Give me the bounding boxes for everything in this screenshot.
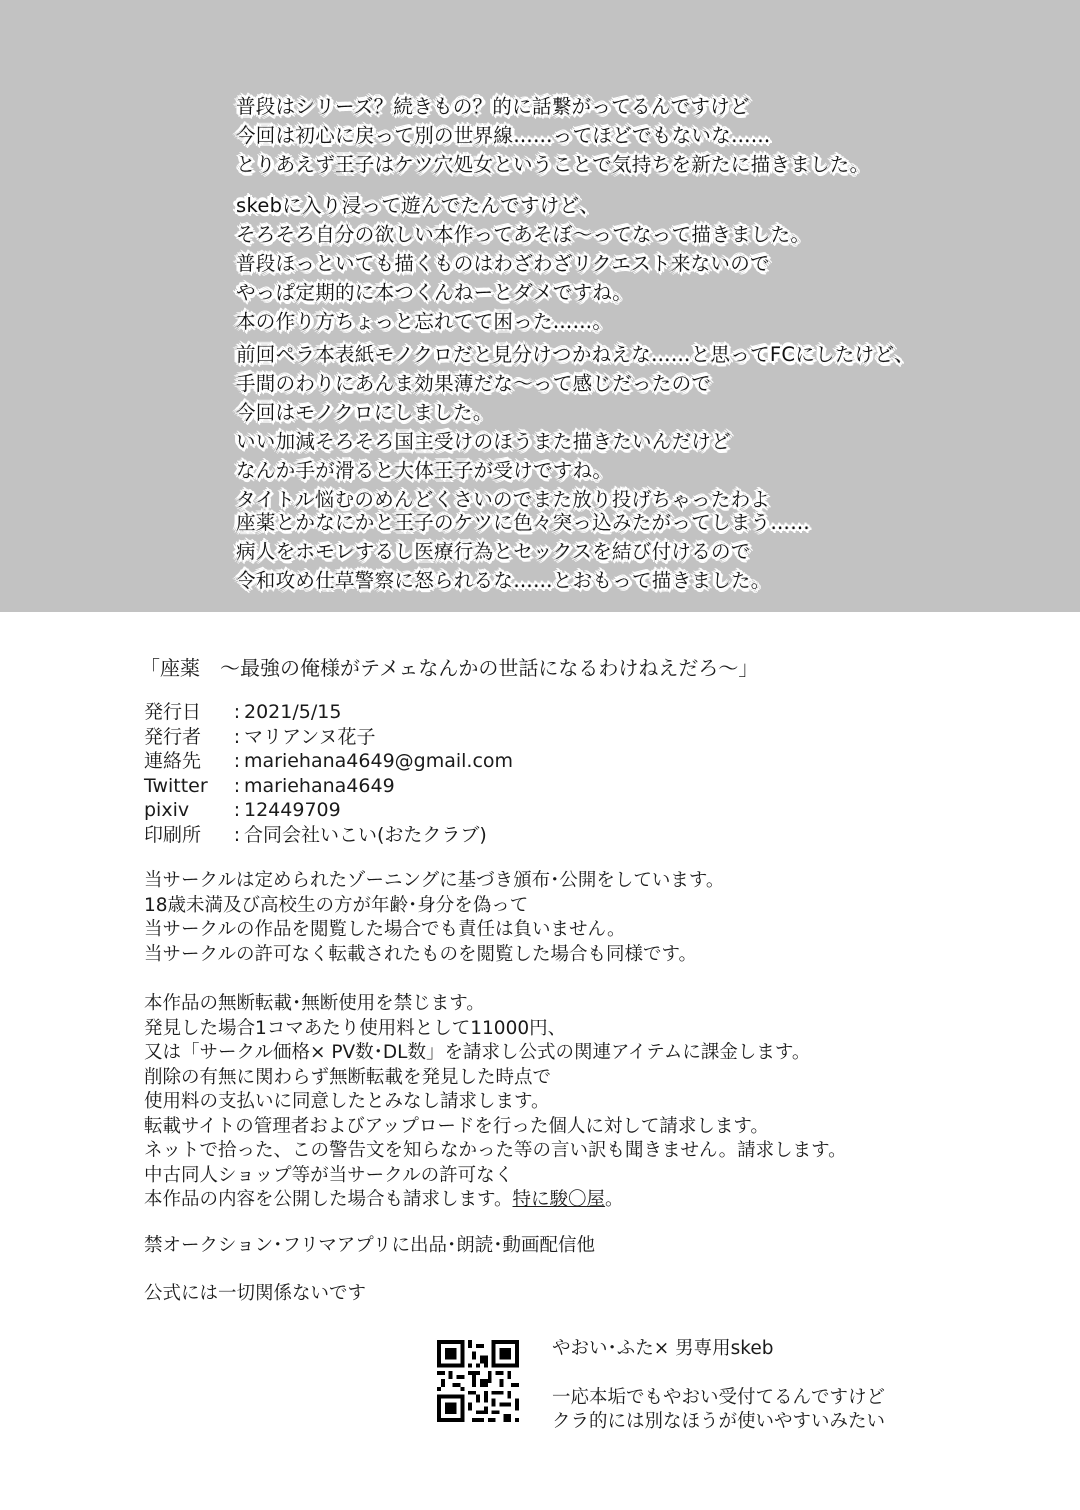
info-separator: : bbox=[233, 799, 241, 821]
info-value: マリアンヌ花子 bbox=[244, 725, 376, 748]
afterword-line: 前回ペラ本表紙モノクロだと見分けつかねえな……と思ってFCにしたけど、 bbox=[236, 343, 915, 366]
afterword-paragraph-3 bbox=[236, 340, 914, 514]
afterword-line: 今回はモノクロにしました。 bbox=[236, 401, 493, 424]
afterword-line: 手間のわりにあんま効果薄だな～って感じだったので bbox=[236, 372, 712, 395]
afterword-line: 令和攻め仕草警察に怒られるな……とおもって描きました。 bbox=[236, 569, 771, 592]
afterword-line: そろそろ自分の欲しい本作ってあそぼ～ってなって描きました。 bbox=[236, 223, 811, 246]
publication-info bbox=[144, 700, 513, 847]
notice-text: 本作品の内容を公開した場合も請求します。 bbox=[144, 1189, 513, 1210]
notice-line: 当サークルの許可なく転載されたものを閲覧した場合も同様です。 bbox=[144, 943, 697, 965]
info-value: mariehana4649 bbox=[244, 774, 395, 797]
auction-notice bbox=[144, 1234, 595, 1259]
info-separator: : bbox=[233, 725, 241, 748]
afterword-paragraph-4 bbox=[236, 508, 810, 595]
notice-line: ネットで拾った、この警告文を知らなかった等の言い訳も聞きません。請求します。 bbox=[144, 1140, 847, 1161]
info-value: 合同会社いこい(おたクラブ) bbox=[244, 823, 487, 846]
afterword-line: タイトル悩むのめんどくさいのでまた放り投げちゃったわよ bbox=[236, 488, 771, 511]
book-title: 「座薬 ～最強の俺様がテメェなんかの世話になるわけねえだろ～」 bbox=[140, 656, 759, 680]
copyright-notice bbox=[144, 992, 847, 1213]
afterword-line: 普段はシリーズ？続きもの？的に話繋がってるんですけど bbox=[236, 95, 750, 118]
info-row-pixiv bbox=[144, 798, 513, 823]
info-label: 印刷所 bbox=[144, 823, 202, 846]
skeb-heading: やおい･ふた× 男専用skeb bbox=[552, 1338, 774, 1359]
afterword-line: とりあえず王子はケツ穴処女ということで気持ちを新たに描きました。 bbox=[236, 153, 870, 176]
info-separator: : bbox=[233, 750, 241, 772]
info-label: 発行日 bbox=[144, 701, 202, 723]
info-row-twitter bbox=[144, 774, 513, 799]
notice-line: 使用料の支払いに同意したとみなし請求します。 bbox=[144, 1091, 550, 1112]
zoning-notice bbox=[144, 869, 724, 967]
notice-line: 本作品の無断転載･無断使用を禁じます。 bbox=[144, 993, 485, 1014]
skeb-note-line: 一応本垢でもやおい受付てるんですけど bbox=[552, 1386, 886, 1408]
info-row-contact bbox=[144, 749, 513, 774]
info-label: 連絡先 bbox=[144, 750, 202, 772]
afterword-line: 本の作り方ちょっと忘れてて困った……。 bbox=[236, 310, 613, 333]
afterword-line: 座薬とかなにかと王子のケツに色々突っ込みたがってしまう…… bbox=[236, 511, 811, 534]
notice-line: 当サークルは定められたゾーニングに基づき頒布･公開をしています。 bbox=[144, 870, 725, 891]
underlined-shop-name: 特に駿〇屋 bbox=[512, 1189, 606, 1210]
info-separator: : bbox=[233, 774, 241, 797]
afterword-section bbox=[0, 0, 1080, 612]
notice-line: 又は「サークル価格× PV数･DL数」を請求し公式の関連アイテムに課金します。 bbox=[144, 1042, 811, 1063]
info-label: Twitter bbox=[144, 774, 208, 797]
afterword-paragraph-1 bbox=[236, 92, 869, 179]
info-value: mariehana4649@gmail.com bbox=[244, 750, 514, 772]
info-row-publisher bbox=[144, 725, 513, 750]
notice-line: 転載サイトの管理者およびアップロードを行った個人に対して請求します。 bbox=[144, 1115, 769, 1137]
notice-line: 発見した場合1コマあたり使用料として11000円、 bbox=[144, 1017, 567, 1039]
afterword-line: skebに入り浸って遊んでたんですけど、 bbox=[236, 194, 600, 217]
notice-line bbox=[144, 1188, 847, 1213]
afterword-line: 今回は初心に戻って別の世界線……ってほどでもないな…… bbox=[236, 124, 771, 147]
info-row-date bbox=[144, 700, 513, 725]
info-value: 2021/5/15 bbox=[244, 701, 342, 723]
colophon-section bbox=[0, 612, 1080, 1510]
info-value: 12449709 bbox=[244, 799, 341, 821]
afterword-line: 病人をホモレするし医療行為とセックスを結び付けるので bbox=[236, 540, 751, 563]
qr-code-icon bbox=[437, 1340, 519, 1422]
info-label: 発行者 bbox=[144, 725, 202, 748]
notice-line: 当サークルの作品を閲覧した場合でも責任は負いません。 bbox=[144, 919, 626, 940]
notice-line: 公式には一切関係ないです bbox=[144, 1283, 367, 1304]
notice-text-end: 。 bbox=[605, 1189, 624, 1210]
info-separator: : bbox=[233, 701, 241, 723]
official-notice bbox=[144, 1282, 366, 1307]
skeb-note-line: クラ的には別なほうが使いやすいみたい bbox=[552, 1411, 886, 1432]
notice-line: 18歳未満及び高校生の方が年齢･身分を偽って bbox=[144, 894, 529, 916]
notice-line: 削除の有無に関わらず無断転載を発見した時点で bbox=[144, 1066, 552, 1088]
info-label: pixiv bbox=[144, 799, 190, 821]
afterword-line: いい加減そろそろ国主受けのほうまた描きたいんだけど bbox=[236, 430, 732, 453]
skeb-info bbox=[552, 1337, 885, 1435]
notice-line: 中古同人ショップ等が当サークルの許可なく bbox=[144, 1164, 514, 1186]
afterword-line: 普段ほっといても描くものはわざわざリクエスト来ないので bbox=[236, 252, 770, 275]
notice-line: 禁オークション･フリマアプリに出品･朗読･動画配信他 bbox=[144, 1235, 596, 1256]
afterword-line: やっぱ定期的に本つくんねーとダメですね。 bbox=[236, 281, 633, 304]
afterword-line: なんか手が滑ると大体王子が受けですね。 bbox=[236, 459, 613, 482]
afterword-paragraph-2 bbox=[236, 191, 810, 336]
info-separator: : bbox=[233, 823, 241, 846]
info-row-printer bbox=[144, 823, 513, 848]
